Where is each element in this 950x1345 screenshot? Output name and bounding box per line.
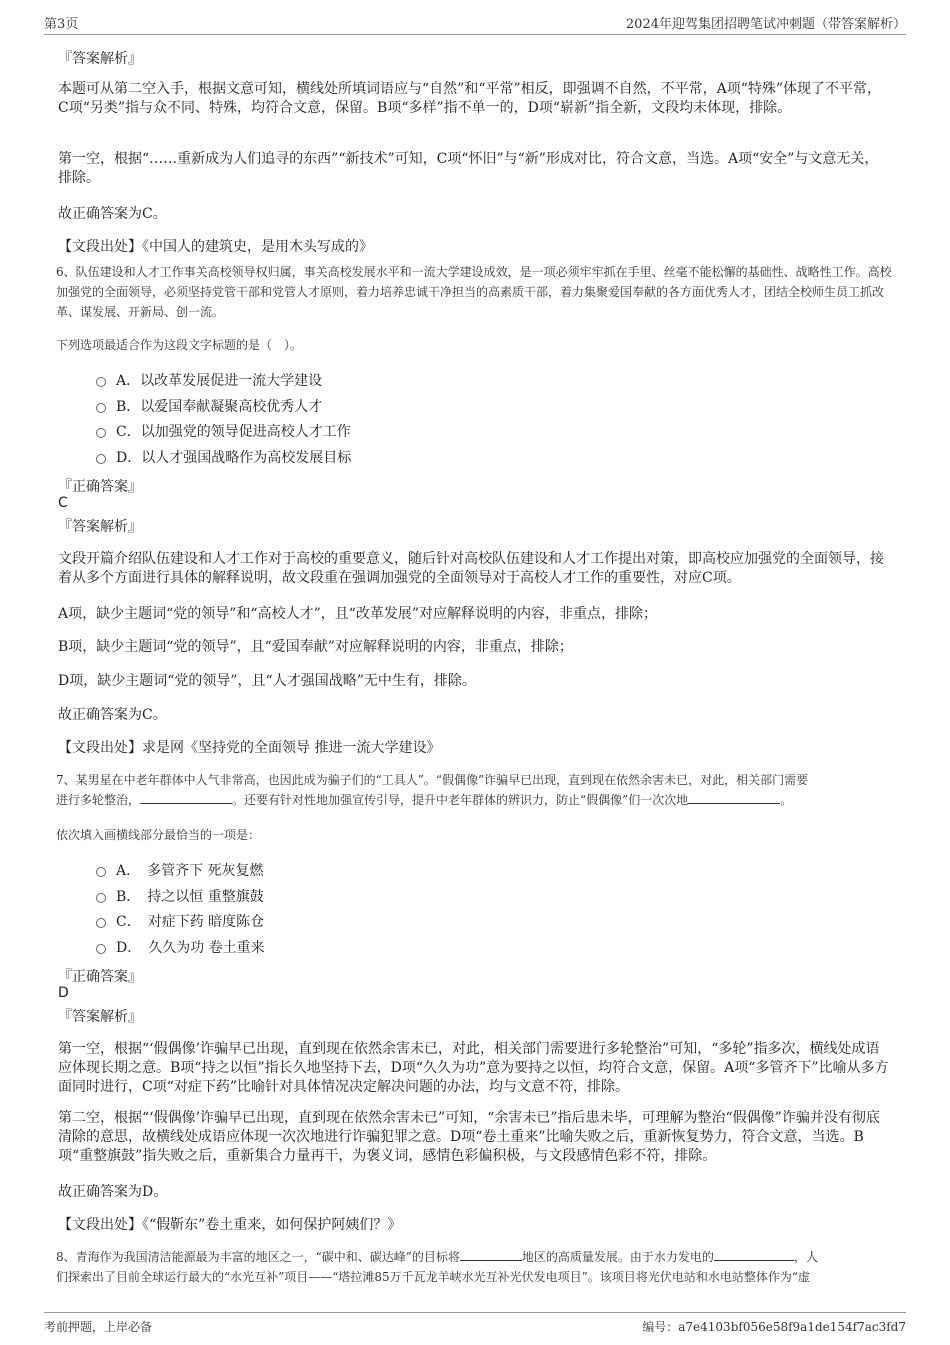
q7-source: 【文段出处】《“假靳东”卷土重来，如何保护阿姨们？》 — [58, 1217, 402, 1233]
q8-stem-line2: 们探索出了目前全球运行最大的“水光互补”项目——“塔拉滩85万千瓦龙羊峡水光互补光伏发电项目”。该项目将光伏电站和水电站整体作为“虚 — [56, 1270, 810, 1284]
page-number: 第3页 — [44, 17, 79, 32]
q6-prompt: 下列选项最适合作为这段文字标题的是（ ）。 — [56, 338, 303, 352]
q7-option-b[interactable]: B． 持之以恒 重整旗鼓 — [96, 886, 264, 906]
page-header — [44, 10, 906, 35]
radio-icon[interactable] — [96, 428, 106, 438]
q7-stem-line2: 进行多轮整治， 。还要有针对性地加强宣传引导，提升中老年群体的辨识力，防止“假偶像”们一次次地 。 — [56, 793, 793, 807]
radio-icon[interactable] — [96, 918, 106, 928]
radio-icon[interactable] — [96, 867, 106, 877]
q7-analysis-p2: 第二空，根据“‘假偶像’诈骗早已出现，直到现在依然余害未已”可知，“余害未已”指后患未毕，可理解为整治“假偶像”诈骗并没有彻底清除的意思，故横线处成语应体现一次次地进行诈骗犯罪之意。D项“卷土重来”比喻失败之后，重新恢复势力，符合文意，当选。B项“重整旗鼓”指失败之后，重新集合力量再干，为褒义词，感情色彩偏积极，与文段感情色彩不符，排除。 — [58, 1110, 880, 1164]
footer-slogan: 考前押题，上岸必备 — [44, 1320, 153, 1334]
q7-option-c[interactable]: C． 对症下药 暗度陈仓 — [96, 911, 264, 931]
q6-analysis-p1: 文段开篇介绍队伍建设和人才工作对于高校的重要意义，随后针对高校队伍建设和人才工作提出对策，即高校应加强党的全面领导，接着从多个方面进行具体的解释说明，故文段重在强调加强党的全面领导对于高校人才工作的重要性，对应C项。 — [58, 551, 884, 586]
page-footer — [44, 1312, 906, 1335]
radio-icon[interactable] — [96, 377, 106, 387]
q7-answer-label: 『正确答案』 — [58, 969, 142, 985]
q7-option-d[interactable]: D． 久久为功 卷土重来 — [96, 937, 265, 957]
q5-analysis-p1: 本题可从第二空入手，根据文意可知，横线处所填词语应与“自然”和“平常”相反，即强调不自然，不平常，A项“特殊”体现了不平常，C项“另类”指与众不同、特殊，均符合文意，保留。B项“多样”指不单一的，D项“崭新”指全新，文段均未体现，排除。 — [58, 81, 882, 116]
q6-stem: 6、队伍建设和人才工作事关高校领导权归属，事关高校发展水平和一流大学建设成效，是一项必须牢牢抓在手里、丝毫不能松懈的基础性、战略性工作。高校加强党的全面领导，必须坚持党管干部和党管人才原则，着力培养忠诚干净担当的高素质干部，着力集聚爱国奉献的各方面优秀人才，团结全校师生员工抓改革、谋发展、开新局、创一流。 — [56, 265, 892, 319]
q5-analysis-p2: 第一空，根据“……重新成为人们追寻的东西”“新技术”可知，C项“怀旧”与“新”形成对比，符合文意，当选。A项“安全”与文意无关，排除。 — [58, 151, 879, 186]
q6-option-b[interactable]: B．以爱国奉献凝聚高校优秀人才 — [96, 396, 322, 416]
q6-conclusion: 故正确答案为C。 — [58, 707, 167, 723]
q6-analysis-label: 『答案解析』 — [58, 519, 142, 535]
q5-analysis-label: 『答案解析』 — [58, 51, 142, 67]
q6-source: 【文段出处】求是网《坚持党的全面领导 推进一流大学建设》 — [58, 740, 441, 756]
q6-answer-label: 『正确答案』 — [58, 479, 142, 495]
q6-answer: C — [58, 495, 68, 511]
radio-icon[interactable] — [96, 403, 106, 413]
q6-analysis-b: B项，缺少主题词“党的领导”，且“爱国奉献”对应解释说明的内容，非重点，排除； — [58, 639, 573, 655]
q6-analysis-d: D项，缺少主题词“党的领导”，且“人才强国战略”无中生有，排除。 — [58, 673, 476, 689]
document-id: 编号：a7e4103bf056e58f9a1de154f7ac3fd7 — [642, 1320, 906, 1334]
q8-blank-2 — [714, 1248, 794, 1261]
q7-blank-2 — [688, 791, 780, 804]
q7-analysis-label: 『答案解析』 — [58, 1009, 142, 1025]
q5-conclusion: 故正确答案为C。 — [58, 206, 167, 222]
radio-icon[interactable] — [96, 944, 106, 954]
q7-analysis-p1: 第一空，根据“‘假偶像’诈骗早已出现，直到现在依然余害未已，对此，相关部门需要进行多轮整治”可知，“多轮”指多次，横线处成语应体现长期之意。B项“持之以恒”指长久地坚持下去，D项“久久为功”意为要持之以恒，均符合文意，保留。A项“多管齐下”比喻从多方面同时进行，C项“对症下药”比喻针对具体情况决定解决问题的办法，均与文意不符，排除。 — [58, 1041, 889, 1095]
q7-option-a[interactable]: A． 多管齐下 死灰复燃 — [96, 860, 264, 880]
q6-analysis-a: A项，缺少主题词“党的领导”和“高校人才”，且“改革发展”对应解释说明的内容，非重点，排除； — [58, 606, 658, 622]
radio-icon[interactable] — [96, 893, 106, 903]
q7-prompt: 依次填入画横线部分最恰当的一项是： — [56, 828, 261, 842]
q7-stem-line1: 7、某男星在中老年群体中人气非常高，也因此成为骗子们的“工具人”。“假偶像”诈骗早已出现，直到现在依然余害未已，对此，相关部门需要 — [56, 773, 809, 787]
document-title: 2024年迎驾集团招聘笔试冲刺题（带答案解析） — [625, 17, 906, 32]
q7-conclusion: 故正确答案为D。 — [58, 1184, 168, 1200]
q8-stem-line1: 8、青海作为我国清洁能源最为丰富的地区之一，“碳中和、碳达峰”的目标将 地区的高质量发展。由于水力发电的 ，人 — [56, 1250, 818, 1264]
q7-blank-1 — [140, 791, 232, 804]
q6-option-c[interactable]: C．以加强党的领导促进高校人才工作 — [96, 421, 351, 441]
q7-answer: D — [58, 985, 69, 1001]
radio-icon[interactable] — [96, 454, 106, 464]
q6-option-a[interactable]: A．以改革发展促进一流大学建设 — [96, 370, 322, 390]
q6-option-d[interactable]: D．以人才强国战略作为高校发展目标 — [96, 447, 351, 467]
q5-source: 【文段出处】《中国人的建筑史，是用木头写成的》 — [58, 239, 373, 255]
q8-blank-1 — [460, 1248, 522, 1261]
